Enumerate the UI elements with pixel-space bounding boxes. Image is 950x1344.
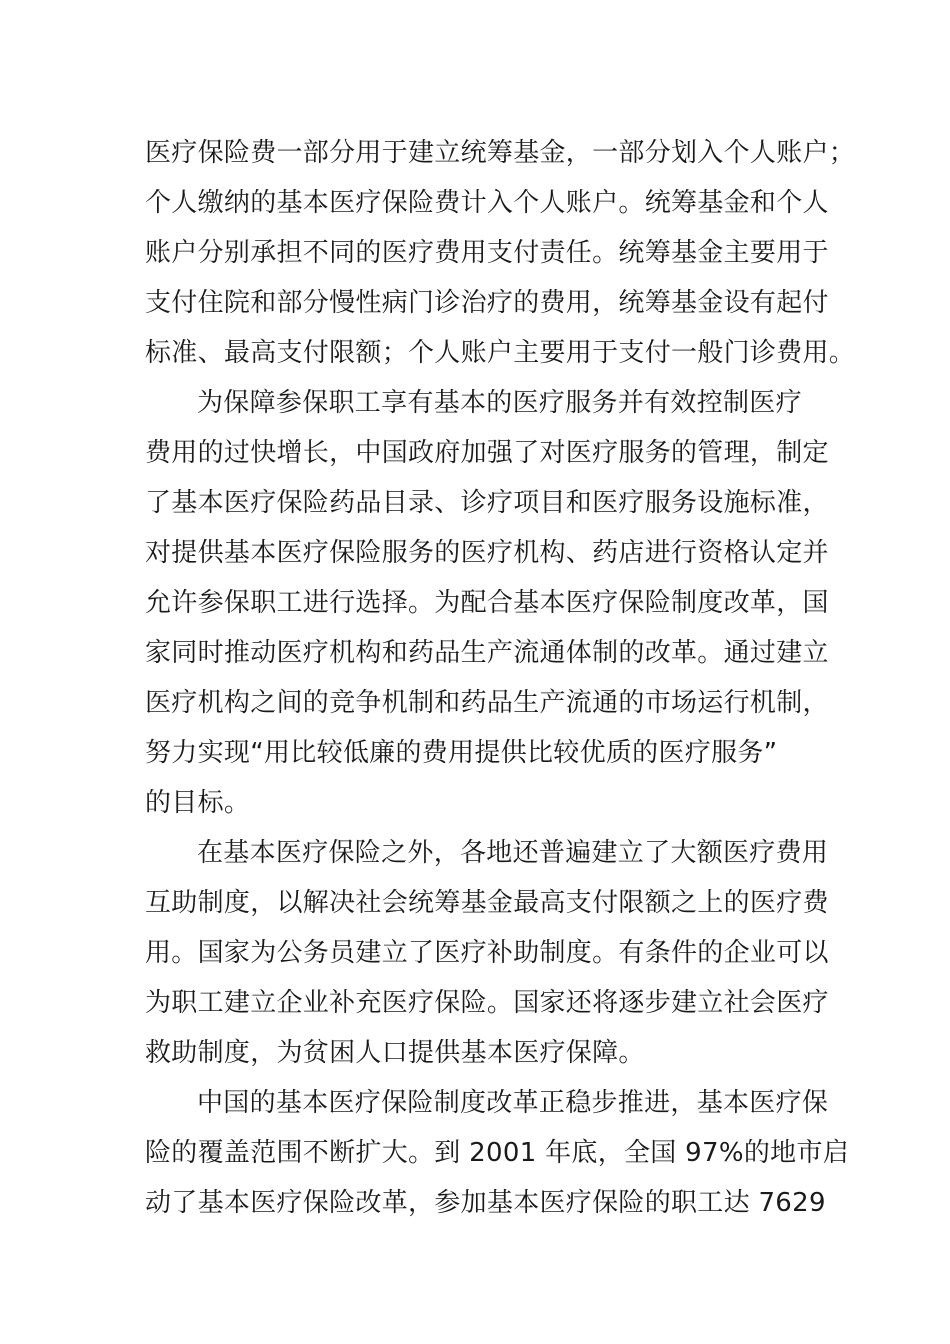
text-line: 允许参保职工进行选择。为配合基本医疗保险制度改革，国 (145, 588, 829, 618)
text-line: 账户分别承担不同的医疗费用支付责任。统筹基金主要用于 (145, 238, 829, 268)
text-line: 动了基本医疗保险改革，参加基本医疗保险的职工达 7629 (145, 1188, 826, 1218)
text-line: 个人缴纳的基本医疗保险费计入个人账户。统筹基金和个人 (145, 188, 829, 218)
text-line: 标准、最高支付限额；个人账户主要用于支付一般门诊费用。 (145, 338, 856, 368)
text-line: 用。国家为公务员建立了医疗补助制度。有条件的企业可以 (145, 938, 829, 968)
paragraph-start-line: 中国的基本医疗保险制度改革正稳步推进，基本医疗保 (197, 1088, 829, 1118)
text-line: 的目标。 (145, 788, 251, 818)
body-text (145, 128, 856, 1228)
paragraph-start-line: 在基本医疗保险之外，各地还普遍建立了大额医疗费用 (197, 838, 829, 868)
paragraph-start-line: 为保障参保职工享有基本的医疗服务并有效控制医疗 (197, 388, 802, 418)
text-line: 医疗保险费一部分用于建立统筹基金，一部分划入个人账户； (145, 138, 856, 168)
text-line: 为职工建立企业补充医疗保险。国家还将逐步建立社会医疗 (145, 988, 829, 1018)
text-line: 努力实现“用比较低廉的费用提供比较优质的医疗服务” (145, 738, 778, 768)
text-line: 险的覆盖范围不断扩大。到 2001 年底，全国 97%的地市启 (145, 1138, 850, 1168)
text-line: 了基本医疗保险药品目录、诊疗项目和医疗服务设施标准， (145, 488, 829, 518)
text-line: 费用的过快增长，中国政府加强了对医疗服务的管理，制定 (145, 438, 829, 468)
text-line: 互助制度，以解决社会统筹基金最高支付限额之上的医疗费 (145, 888, 829, 918)
text-line: 救助制度，为贫困人口提供基本医疗保障。 (145, 1038, 645, 1068)
text-line: 支付住院和部分慢性病门诊治疗的费用，统筹基金设有起付 (145, 288, 829, 318)
text-line: 家同时推动医疗机构和药品生产流通体制的改革。通过建立 (145, 638, 829, 668)
text-line: 医疗机构之间的竞争机制和药品生产流通的市场运行机制， (145, 688, 829, 718)
text-line: 对提供基本医疗保险服务的医疗机构、药店进行资格认定并 (145, 538, 829, 568)
